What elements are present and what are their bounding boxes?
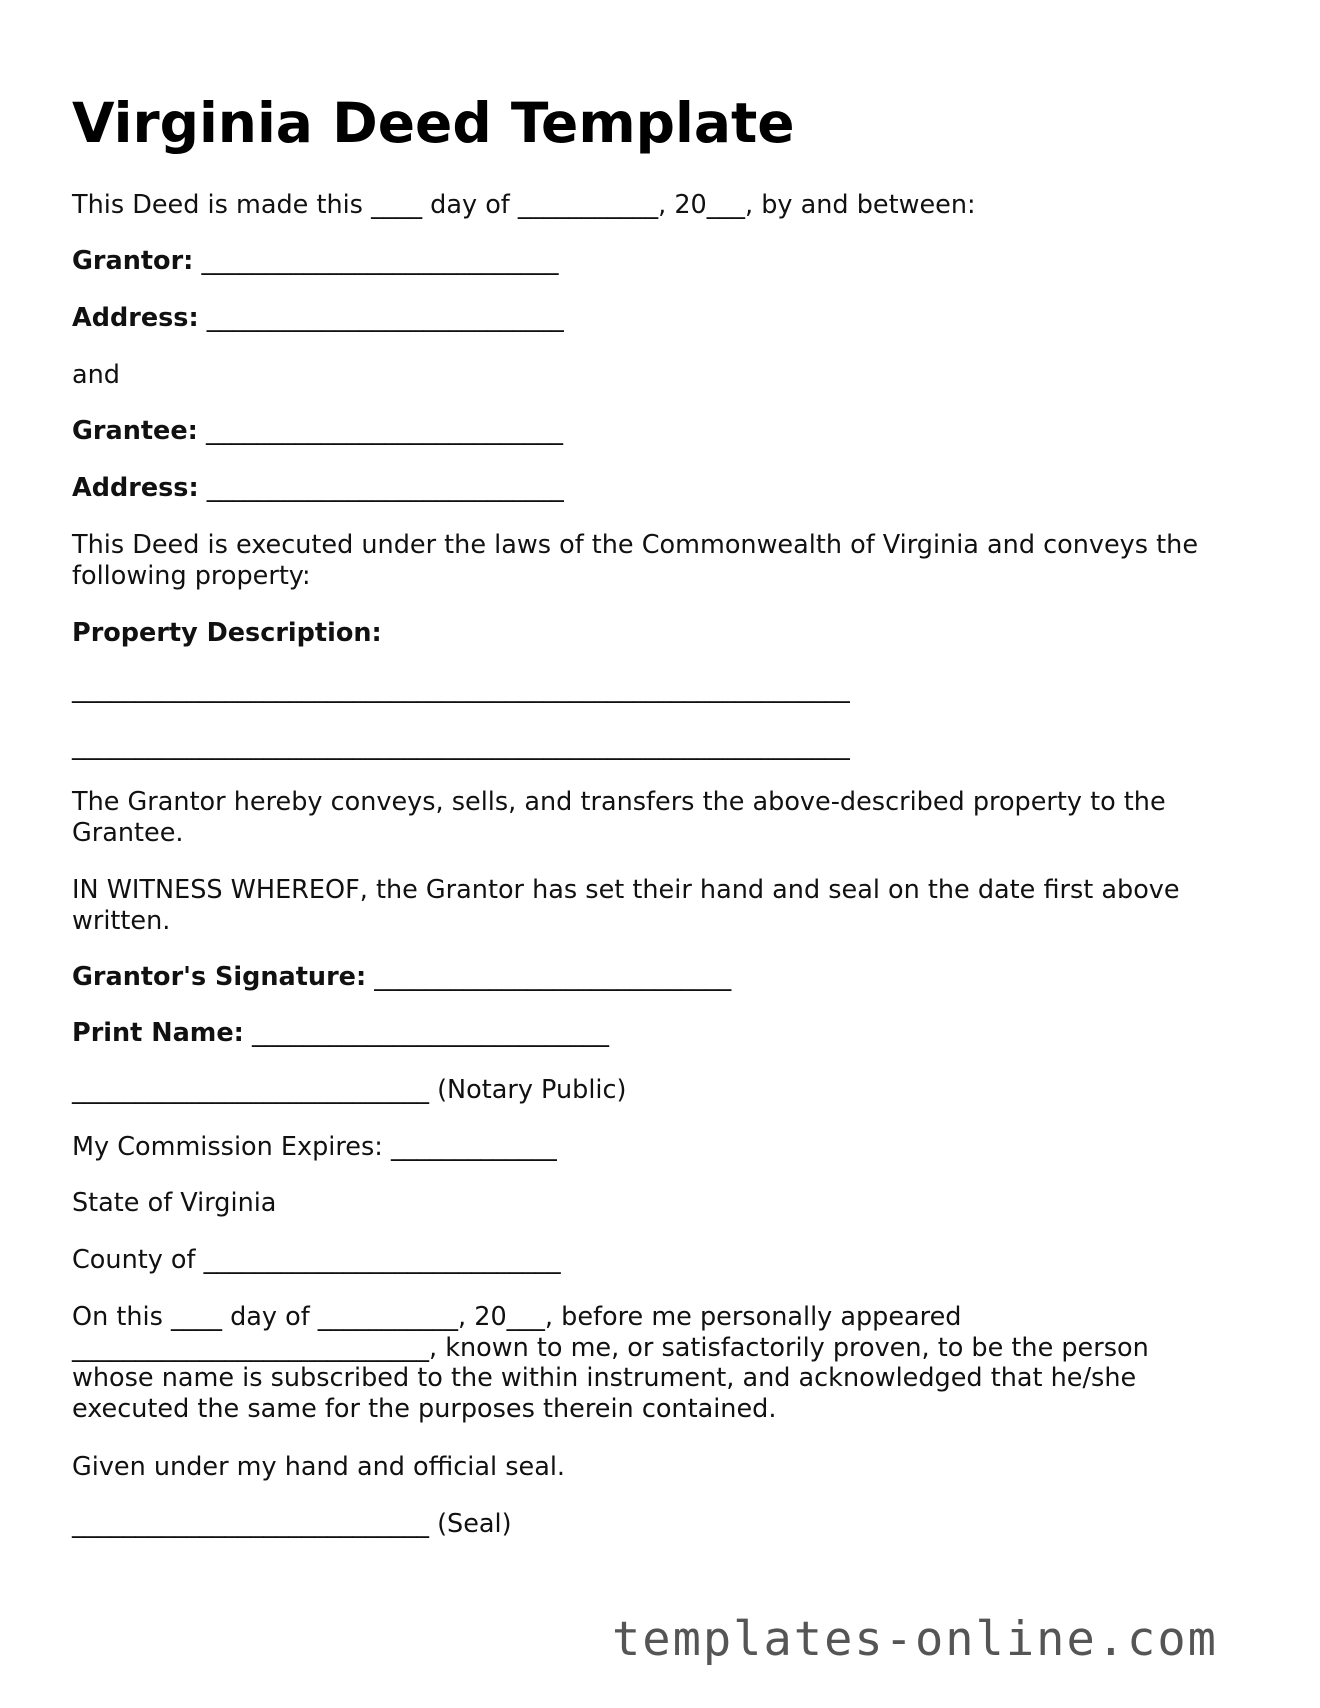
grantee-address-blank: ____________________________ bbox=[206, 473, 564, 503]
grantor-address-label: Address: bbox=[72, 303, 199, 333]
grantee-field bbox=[72, 416, 563, 447]
grantor-signature-blank: ____________________________ bbox=[374, 962, 732, 992]
given-line: Given under my hand and official seal. bbox=[72, 1452, 566, 1482]
seal-line: ____________________________ (Seal) bbox=[72, 1509, 512, 1539]
state-line: State of Virginia bbox=[72, 1188, 277, 1218]
grantee-address-label: Address: bbox=[72, 473, 199, 503]
grantor-address-field bbox=[72, 303, 564, 334]
grantor-address-blank: ____________________________ bbox=[206, 303, 564, 333]
page-title: Virginia Deed Template bbox=[72, 91, 795, 155]
watermark: templates-online.com bbox=[612, 1612, 1218, 1667]
grantor-field bbox=[72, 246, 558, 277]
notary-line: ____________________________ (Notary Public) bbox=[72, 1075, 627, 1105]
print-name-label: Print Name: bbox=[72, 1018, 244, 1048]
grantor-blank: ____________________________ bbox=[201, 246, 559, 276]
acknowledgment-paragraph: On this ____ day of ___________, 20___, before me personally appeared ____________________________, known to me, or satisfactorily proven, to be the person whose name is subscribed to the within instrument, and acknowledged that he/she executed the same for the purposes therein contained. bbox=[72, 1302, 1149, 1424]
executed-paragraph: This Deed is executed under the laws of the Commonwealth of Virginia and conveys the following property: bbox=[72, 530, 1199, 591]
witness-paragraph: IN WITNESS WHEREOF, the Grantor has set their hand and seal on the date first above written. bbox=[72, 875, 1180, 936]
property-description-label: Property Description: bbox=[72, 618, 382, 648]
grantor-signature-label: Grantor's Signature: bbox=[72, 962, 367, 992]
property-line-1: _____________________________________________________________ bbox=[72, 674, 850, 704]
grantee-label: Grantee: bbox=[72, 416, 198, 446]
conveyance-paragraph: The Grantor hereby conveys, sells, and transfers the above-described property to the Grantee. bbox=[72, 787, 1166, 848]
grantor-signature-field bbox=[72, 962, 731, 993]
intro-line: This Deed is made this ____ day of ___________, 20___, by and between: bbox=[72, 190, 976, 220]
commission-line: My Commission Expires: _____________ bbox=[72, 1132, 557, 1162]
county-line: County of ____________________________ bbox=[72, 1245, 561, 1275]
and-text: and bbox=[72, 360, 120, 390]
grantee-blank: ____________________________ bbox=[205, 416, 563, 446]
print-name-blank: ____________________________ bbox=[251, 1018, 609, 1048]
grantor-label: Grantor: bbox=[72, 246, 194, 276]
grantee-address-field bbox=[72, 473, 564, 504]
print-name-field bbox=[72, 1018, 609, 1049]
property-line-2: _____________________________________________________________ bbox=[72, 731, 850, 761]
